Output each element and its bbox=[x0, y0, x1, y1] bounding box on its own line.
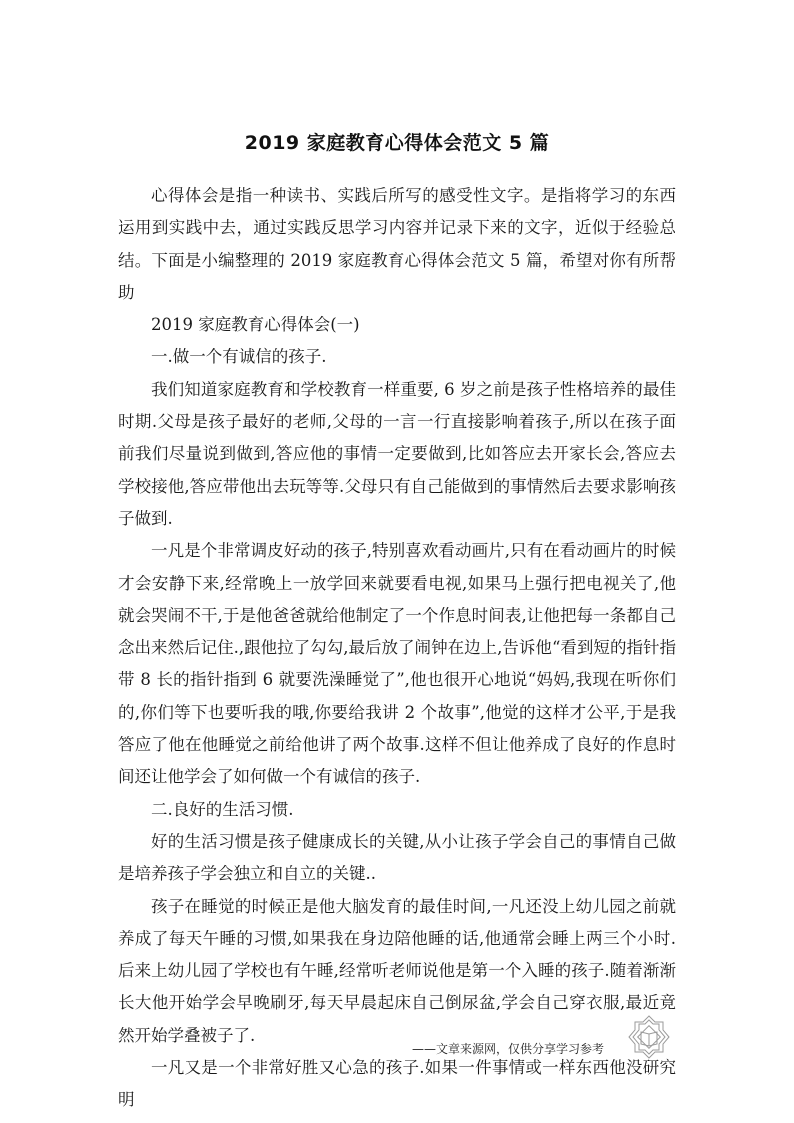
paragraph: 孩子在睡觉的时候正是他大脑发育的最佳时间,一凡还没上幼儿园之前就养成了每天午睡的习惯,如果我在身边陪他睡的话,他通常会睡上两三个小时.后来上幼儿园了学校也有午睡,经常听老师说他是第一个入睡的孩子.随着渐渐长大他开始学会早晚刷牙,每天早晨起床自己倒尿盆,学会自己穿衣服,最近竟然开始学叠被子了. bbox=[118, 896, 676, 1045]
section-heading: 2019 家庭教育心得体会(一) bbox=[151, 315, 360, 335]
paragraph: 好的生活习惯是孩子健康成长的关键,从小让孩子学会自己的事情自己做是培养孩子学会独立和自立的关键.. bbox=[118, 831, 676, 884]
paragraph: 一凡又是一个非常好胜又心急的孩子.如果一件事情或一样东西他没研究明 bbox=[118, 1058, 676, 1110]
document-body bbox=[118, 180, 676, 1117]
paragraph: 我们知道家庭教育和学校教育一样重要, 6 岁之前是孩子性格培养的最佳时期.父母是孩子最好的老师,父母的一言一行直接影响着孩子,所以在孩子面前我们尽量说到做到,答应他的事情一定要做到,比如答应去开家长会,答应去学校接他,答应带他出去玩等等.父母只有自己能做到的事情然后去要求影响孩子做到. bbox=[118, 379, 676, 528]
subheading-honesty: 一.做一个有诚信的孩子. bbox=[151, 347, 327, 367]
paragraph: 一凡是个非常调皮好动的孩子,特别喜欢看动画片,只有在看动画片的时候才会安静下来,经常晚上一放学回来就要看电视,如果马上强行把电视关了,他就会哭闹不干,于是他爸爸就给他制定了一个作息时间表,让他把每一条都自己念出来然后记住.,跟他拉了勾勾,最后放了闹钟在边上,告诉他“看到短的指针指带 8 长的指针指到 6 就要洗澡睡觉了”,他也很开心地说“妈妈,我现在听你们的,你们等下也要听我的哦,你要给我讲 2 个故事”,他觉的这样才公平,于是我答应了他在他睡觉之前给他讲了两个故事.这样不但让他养成了良好的作息时间还让他学会了如何做一个有诚信的孩子. bbox=[118, 541, 676, 787]
subheading-habits: 二.良好的生活习惯. bbox=[151, 799, 294, 819]
paragraph-intro: 心得体会是指一种读书、实践后所写的感受性文字。是指将学习的东西运用到实践中去，通过实践反思学习内容并记录下来的文字，近似于经验总结。下面是小编整理的 2019 家庭教育心得体会范文 5 篇，希望对你有所帮助 bbox=[118, 186, 676, 302]
document-title: 2019 家庭教育心得体会范文 5 篇 bbox=[244, 132, 550, 154]
book-emblem-icon bbox=[626, 1014, 672, 1060]
source-footer: ——文章来源网，仅供分享学习参考 bbox=[412, 1042, 605, 1056]
